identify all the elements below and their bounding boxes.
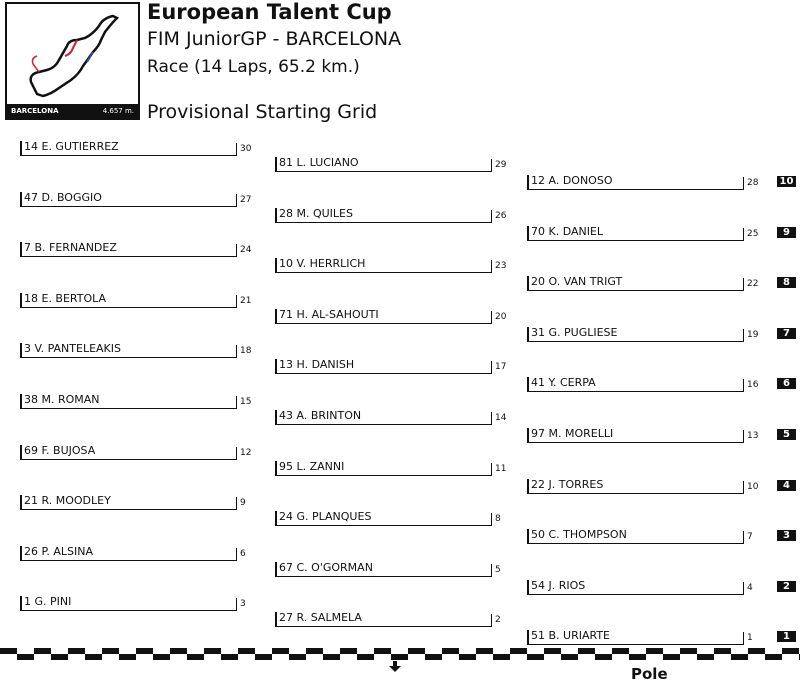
rider-name: 67 C. O'GORMAN (275, 562, 491, 577)
grid-position: 3 (236, 598, 246, 611)
row-number-badge: 5 (777, 429, 796, 440)
grid-position: 22 (743, 278, 758, 291)
rider-name: 69 F. BUJOSA (20, 445, 236, 460)
grid-position: 14 (491, 412, 506, 425)
rider-name: 22 J. TORRES (527, 479, 743, 494)
row-number-badge: 1 (777, 631, 796, 642)
page-title: European Talent Cup (147, 0, 392, 24)
rider-name: 41 Y. CERPA (527, 377, 743, 392)
event-subtitle: FIM JuniorGP - BARCELONA (147, 28, 402, 50)
grid-position: 7 (743, 531, 753, 544)
grid-position: 20 (491, 311, 506, 324)
grid-position: 18 (236, 345, 251, 358)
finish-line (0, 648, 800, 660)
grid-position: 27 (236, 194, 251, 207)
row-number-badge: 6 (777, 378, 796, 389)
rider-name: 14 E. GUTIÉRREZ (20, 141, 236, 156)
rider-name: 50 C. THOMPSON (527, 529, 743, 544)
arrow-down-icon (388, 661, 402, 673)
grid-position: 1 (743, 632, 753, 645)
grid-position: 15 (236, 396, 251, 409)
rider-name: 43 A. BRINTON (275, 410, 491, 425)
grid-position: 2 (491, 614, 501, 627)
grid-position: 21 (236, 295, 251, 308)
rider-name: 38 M. ROMAN (20, 394, 236, 409)
rider-name: 10 V. HERRLICH (275, 258, 491, 273)
rider-name: 27 R. SALMELA (275, 612, 491, 627)
grid-position: 11 (491, 463, 506, 476)
circuit-map-icon (7, 4, 138, 104)
grid-position: 25 (743, 228, 758, 241)
pole-label: Pole (631, 665, 668, 683)
grid-position: 29 (491, 159, 506, 172)
grid-position: 5 (491, 564, 501, 577)
grid-position: 4 (743, 582, 753, 595)
rider-name: 28 M. QUILES (275, 208, 491, 223)
grid-position: 12 (236, 447, 251, 460)
rider-name: 47 D. BOGGIO (20, 192, 236, 207)
rider-name: 12 A. DONOSO (527, 175, 743, 190)
grid-position: 17 (491, 361, 506, 374)
grid-position: 28 (743, 177, 758, 190)
grid-position: 6 (236, 548, 246, 561)
row-number-badge: 8 (777, 277, 796, 288)
grid-position: 9 (236, 497, 246, 510)
grid-position: 30 (236, 143, 251, 156)
grid-position: 23 (491, 260, 506, 273)
row-number-badge: 9 (777, 227, 796, 238)
grid-position: 19 (743, 329, 758, 342)
rider-name: 95 L. ZANNI (275, 461, 491, 476)
row-number-badge: 2 (777, 581, 796, 592)
rider-name: 1 G. PINI (20, 596, 236, 611)
rider-name: 31 G. PUGLIESE (527, 327, 743, 342)
rider-name: 97 M. MORELLI (527, 428, 743, 443)
race-info: Race (14 Laps, 65.2 km.) (147, 57, 360, 77)
rider-name: 26 P. ALSINA (20, 546, 236, 561)
row-number-badge: 10 (777, 176, 796, 187)
rider-name: 54 J. RIOS (527, 580, 743, 595)
rider-name: 3 V. PANTELEAKIS (20, 343, 236, 358)
grid-position: 26 (491, 210, 506, 223)
grid-position: 8 (491, 513, 501, 526)
track-logo (5, 2, 140, 120)
grid-position: 24 (236, 244, 251, 257)
grid-title: Provisional Starting Grid (147, 101, 378, 123)
rider-name: 13 H. DANISH (275, 359, 491, 374)
track-length: 4.657 m. (102, 107, 134, 115)
rider-name: 81 L. LUCIANO (275, 157, 491, 172)
header (0, 0, 800, 135)
rider-name: 7 B. FERNÁNDEZ (20, 242, 236, 257)
rider-name: 24 G. PLANQUES (275, 511, 491, 526)
rider-name: 71 H. AL-SAHOUTI (275, 309, 491, 324)
grid-position: 16 (743, 379, 758, 392)
rider-name: 18 E. BERTOLA (20, 293, 236, 308)
row-number-badge: 3 (777, 530, 796, 541)
track-logo-bar (7, 104, 138, 118)
rider-name: 20 O. VAN TRIGT (527, 276, 743, 291)
rider-name: 21 R. MOODLEY (20, 495, 236, 510)
row-number-badge: 4 (777, 480, 796, 491)
grid-position: 10 (743, 481, 758, 494)
track-name: BARCELONA (11, 107, 59, 115)
grid-position: 13 (743, 430, 758, 443)
rider-name: 70 K. DANIEL (527, 226, 743, 241)
rider-name: 51 B. URIARTE (527, 630, 743, 645)
row-number-badge: 7 (777, 328, 796, 339)
